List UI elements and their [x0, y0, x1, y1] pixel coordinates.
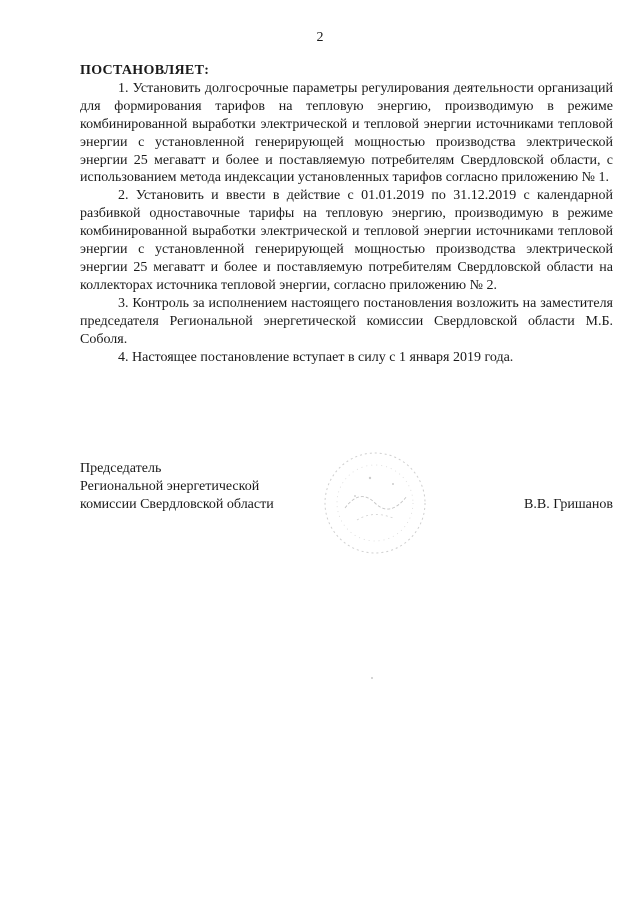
signatory-title-line: Председатель: [80, 461, 162, 476]
decree-body: [80, 62, 613, 366]
signatory-title-line: Региональной энергетической: [80, 479, 260, 494]
signatory-name: В.В. Гришанов: [524, 497, 613, 512]
scan-artifact: [371, 677, 373, 679]
decree-paragraph-2: 2. Установить и ввести в действие с 01.01.2019 по 31.12.2019 с календарной разбивкой одноставочные тарифы на тепловую энергию, производимую в режиме комбинированной выработки электрической и тепловой энергии источниками тепловой энергии с установленной генерирующей мощностью производства электрической энергии 25 мегаватт и более и поставляемую потребителям Свердловской области на коллекторах источника тепловой энергии, согласно приложению № 2.: [80, 188, 613, 293]
decree-heading: ПОСТАНОВЛЯЕТ:: [80, 63, 210, 78]
signatory-title-line: комиссии Свердловской области: [80, 497, 274, 512]
decree-paragraph-3: 3. Контроль за исполнением настоящего постановления возложить на заместителя председателя Региональной энергетической комиссии Свердловской области М.Б. Соболя.: [80, 295, 613, 347]
signatory-title: [80, 460, 274, 514]
decree-paragraph-1: 1. Установить долгосрочные параметры регулирования деятельности организаций для формирования тарифов на тепловую энергию, производимую в режиме комбинированной выработки электрической и тепловой энергии источниками тепловой энергии с установленной генерирующей мощностью производства электрической энергии 25 мегаватт и более и поставляемую потребителям Свердловской области, с использованием метода индексации установленных тарифов согласно приложению № 1.: [80, 80, 613, 186]
seal-icon: [315, 448, 435, 558]
page-number: 2: [316, 30, 324, 45]
signature-block: [80, 460, 613, 540]
decree-paragraph-4: 4. Настоящее постановление вступает в силу с 1 января 2019 года.: [118, 349, 514, 365]
